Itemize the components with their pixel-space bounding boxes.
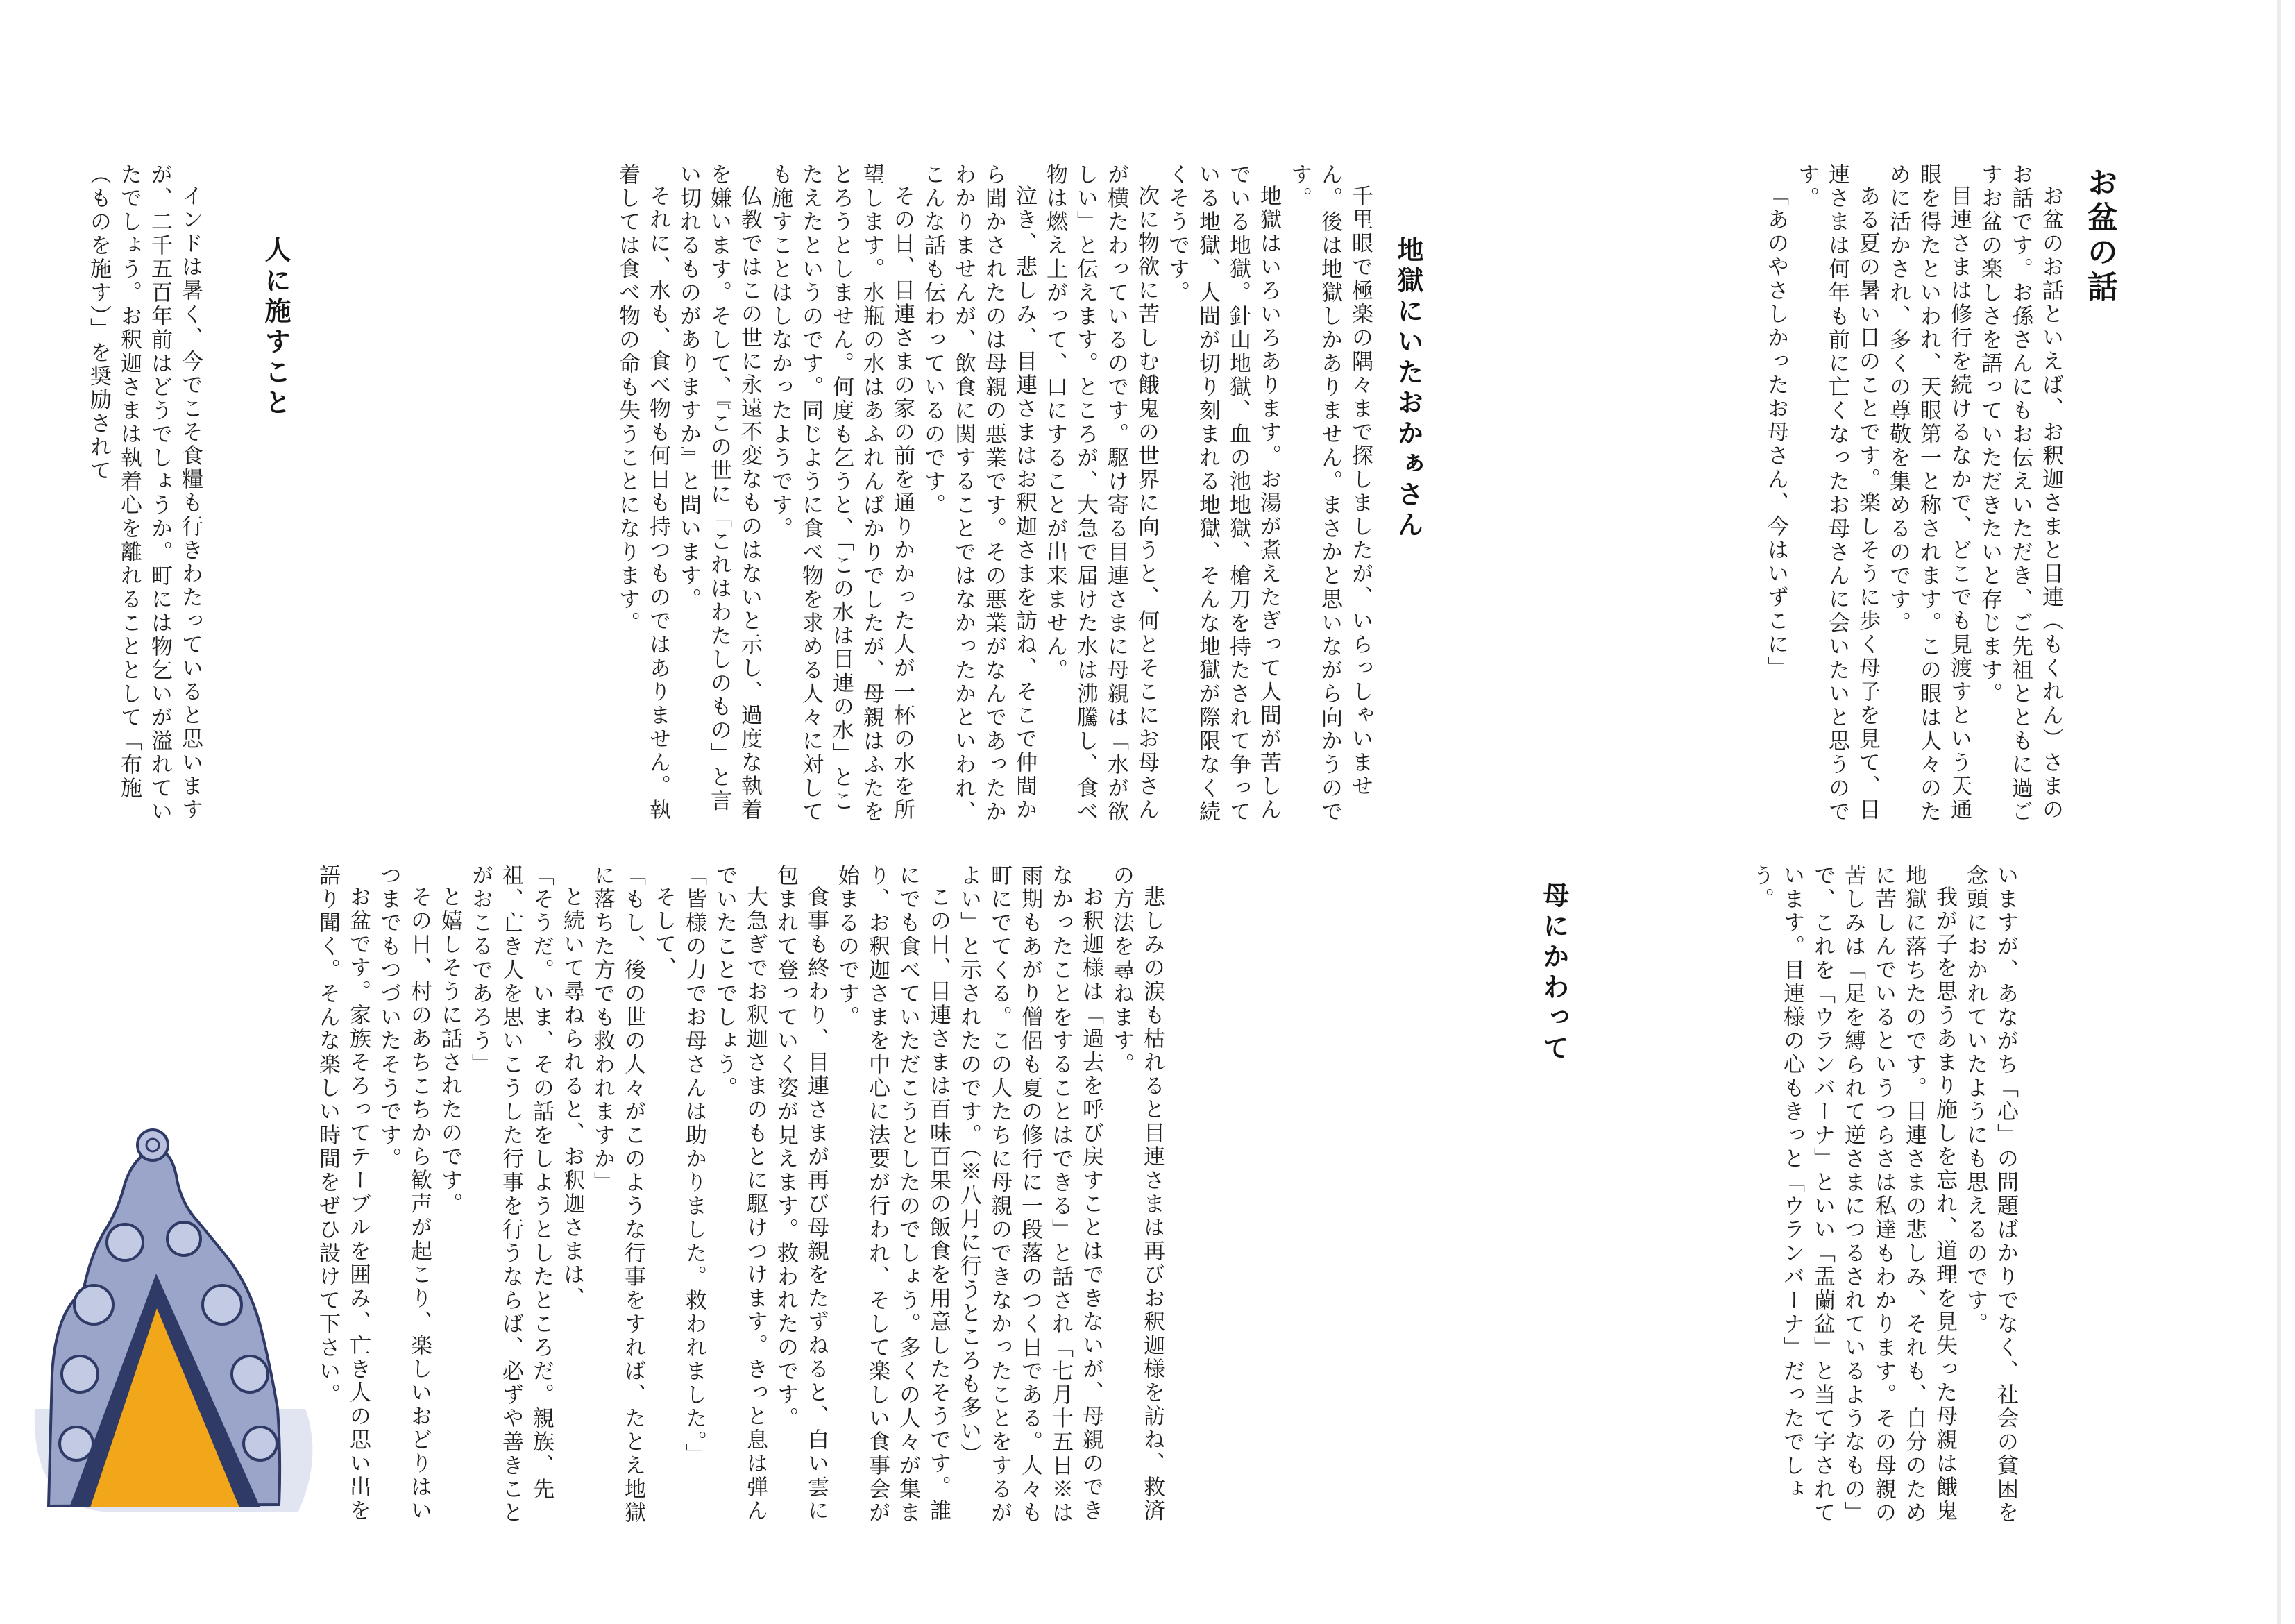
ornament-swirl xyxy=(232,1356,268,1392)
haha-paragraph: その日、村のあちこちから歓声が起こり、楽しいおどりはいつまでもつづいたそうです。 xyxy=(376,864,432,1523)
haha-paragraph: 「皆様の力でお母さんは助かりました。救われました。」 xyxy=(681,864,706,1467)
ornament-swirl xyxy=(107,1224,143,1260)
haha-paragraph: お釈迦様は「過去を呼び戻すことはできないが、母親のできなかったことをすることはできる」と話され「七月十五日※は雨期もあがり僧侶も夏の修行に一段落のつく日である。人々も町にでてくる。この人たちに母親のできなかったことをするがよい」と示されたのです。（※八月に行うところも多い） xyxy=(956,864,1103,1525)
continuation-block xyxy=(1746,864,2021,1530)
haha-block xyxy=(312,864,1167,1530)
intro-paragraph: 「あのやさしかったお母さん、今はいずこに」 xyxy=(1763,185,1788,680)
jigoku-block xyxy=(612,163,1375,829)
haha-paragraph: と嬉しそうに話されたのです。 xyxy=(437,886,462,1216)
finial-ball xyxy=(137,1130,168,1160)
hodokosu-block xyxy=(83,163,205,829)
jigoku-paragraph: 千里眼で極楽の隅々まで探しましたが、いらっしゃいません。後は地獄しかありません。まさかと思いながら向かうのです。 xyxy=(1287,163,1373,824)
haha-paragraph: この日、目連さまは百味百果の飯食を用意したそうです。誰にでも食べていただこうとしたのでしょう。多くの人々が集まり、お釈迦さまを中心に法要が行われ、そして楽しい食事会が始まるのです。 xyxy=(834,864,951,1525)
continuation-paragraph: いますが、あながち「心」の問題ばかりでなく、社会の貧困を念頭におかれていたようにも思えるのです。 xyxy=(1963,864,2018,1525)
haha-paragraph: 「もし、後の世の人々がこのような行事をすれば、たとえ地獄に落ちた方でも救われますか」 xyxy=(590,864,645,1525)
intro-paragraph: ある夏の暑い日のことです。楽しそうに歩く母子を見て、目連さまは何年も前に亡くなったお母さんに会いたいと思うのです。 xyxy=(1794,163,1880,824)
onigawara-illustration xyxy=(21,1083,326,1527)
hodokosu-paragraph: インドは暑く、今でこそ食糧も行きわたっていると思いますが、二千五百年前はどうでしょうか。町には物乞いが溢れていたでしょう。お釈迦さまは執着心を離れることとして「布施（ものを施す）」を奨励されて xyxy=(86,163,203,824)
ornament-swirl xyxy=(62,1356,98,1392)
jigoku-paragraph: 泣き、悲しみ、目連さまはお釈迦さまを訪ね、そこで仲間から聞かされたのは母親の悪業です。その悪業がなんであったかわかりませんが、飲食に関することではなかったかといわれ、こんな話も伝わっているのです。 xyxy=(920,163,1037,824)
ornament-swirl xyxy=(60,1427,93,1460)
section-heading-haha: 母にかわって xyxy=(1539,881,1569,1065)
scan-edge xyxy=(2277,0,2281,1624)
jigoku-paragraph: 地獄はいろいろあります。お湯が煮えたぎって人間が苦しんでいる地獄。針山地獄、血の池地獄、槍刀を持たされて争っている地獄、人間が切り刻まれる地獄、そんな地獄が際限なく続くそうです。 xyxy=(1165,163,1281,824)
intro-block xyxy=(1761,163,2066,829)
page-title: お盆の話 xyxy=(2082,167,2117,305)
jigoku-paragraph: それに、水も、食べ物も何日も持つものではありません。執着しては食べ物の命も失うことになります。 xyxy=(615,163,670,822)
continuation-paragraph: 我が子を思うあまり施しを忘れ、道理を見失った母親は餓鬼地獄に落ちたのです。目連さまの悲しみ、それも、自分のために苦しんでいるというつらさは私達もわかります。その母親の苦しみは「足を縛られて逆さまにつるされているようなもの」で、これを「ウランバーナ」といい「盂蘭盆」と当て字されています。目連様の心もきっと「ウランバーナ」だったでしょう。 xyxy=(1749,864,1957,1525)
ornament-swirl xyxy=(203,1285,242,1324)
jigoku-paragraph: 仏教ではこの世に永遠不変なものはないと示し、過度な執着を嫌います。そして、『この世に「これはわたしのもの」と言い切れるものがありますか』と問います。 xyxy=(676,163,762,822)
ornament-swirl xyxy=(74,1285,113,1324)
haha-paragraph: そして、 xyxy=(651,886,676,980)
intro-paragraph: お盆のお話といえば、お釈迦さまと目連（もくれん）さまのお話です。お孫さんにもお伝えいただき、ご先祖とともに過ごすお盆の楽しさを語っていただきたいと存じます。 xyxy=(1977,163,2063,824)
haha-paragraph: と続いて尋ねられると、お釈迦さまは、 xyxy=(559,886,584,1310)
haha-paragraph: 悲しみの涙も枯れると目連さまは再びお釈迦様を訪ね、救済の方法を尋ねます。 xyxy=(1109,864,1165,1523)
ornament-swirl xyxy=(167,1222,201,1255)
intro-paragraph: 目連さまは修行を続けるなかで、どこでも見渡すという天通眼を得たといわれ、天眼第一と称されます。この眼は人々のために活かされ、多くの尊敬を集めるのです。 xyxy=(1886,163,1972,824)
haha-paragraph: 大急ぎでお釈迦さまのもとに駆けつけます。きっと息は弾んでいたことでしょう。 xyxy=(712,864,768,1523)
jigoku-paragraph: その日、目連さまの家の前を通りかかった人が一杯の水を所望します。水瓶の水はあふれんばかりでしたが、母親はふたをとろうとしません。何度も乞うと、「この水は目連の水」とこたえたというのです。同じように食べ物を求める人々に対しても施すことはしなかったようです。 xyxy=(768,163,915,824)
section-heading-hodokosu: 人に施すこと xyxy=(260,236,291,419)
haha-paragraph: 「そうだ。いま、その話をしようとしたところだ。親族、先祖、亡き人を思いこうした行事を行うならば、必ずや善きことがおこるであろう」 xyxy=(468,864,554,1525)
section-heading-jigoku: 地獄にいたおかぁさん xyxy=(1393,236,1423,541)
ornament-swirl xyxy=(244,1427,277,1460)
jigoku-paragraph: 次に物欲に苦しむ餓鬼の世界に向うと、何とそこにお母さんが横たわっているのです。駆け寄る目連さまに母親は「水が欲しい」と伝えます。ところが、大急で届けた水は沸騰し、食べ物は燃え上がって、口にすることが出来ません。 xyxy=(1042,163,1159,824)
haha-paragraph: 食事も終わり、目連さまが再び母親をたずねると、白い雲に包まれて登っていく姿が見えます。救われたのです。 xyxy=(773,864,829,1523)
haha-paragraph: お盆です。家族そろってテーブルを囲み、亡き人の思い出を語り聞く。そんな楽しい時間をぜひ設けて下さい。 xyxy=(315,864,371,1523)
